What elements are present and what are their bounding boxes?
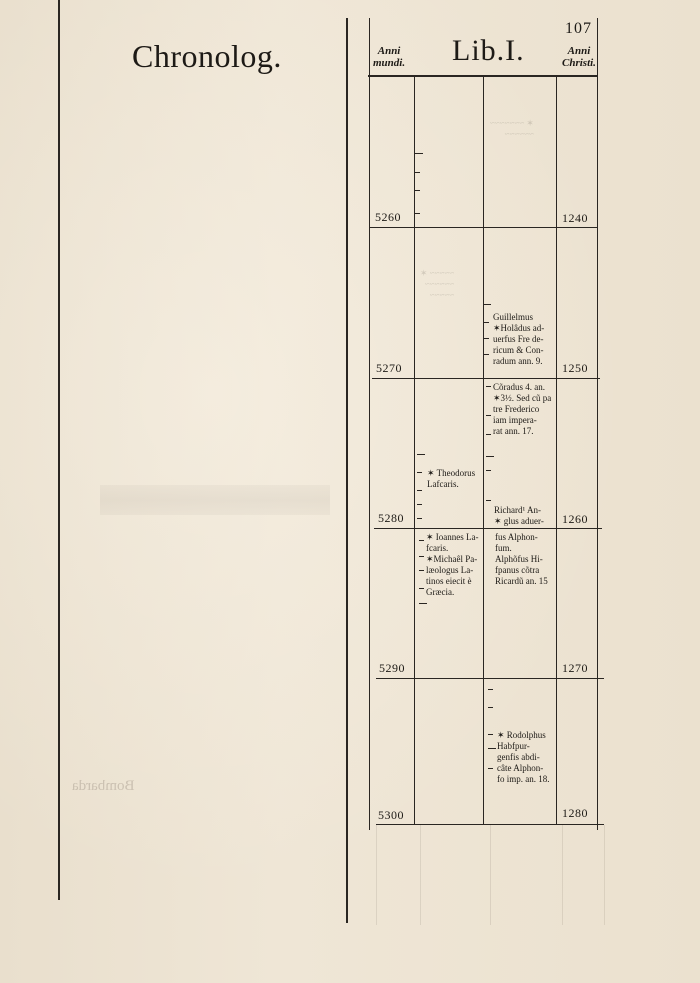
- year-tick: [486, 386, 491, 387]
- year-tick: [484, 322, 489, 323]
- show-through-band: [100, 485, 330, 515]
- faint-column-line: [562, 825, 563, 925]
- anno-mundi: 5280: [378, 511, 404, 525]
- col-header-anni-christi: Anni Christi.: [562, 45, 596, 69]
- page-number: 107: [565, 20, 592, 37]
- year-tick: [488, 748, 496, 749]
- row-rule: [370, 227, 598, 228]
- year-tick: [415, 213, 420, 214]
- year-tick: [419, 540, 424, 541]
- year-tick: [419, 570, 424, 571]
- col-divider-2: [483, 77, 484, 825]
- year-tick: [415, 172, 420, 173]
- year-tick: [419, 588, 424, 589]
- year-tick: [417, 454, 425, 455]
- year-tick: [486, 470, 491, 471]
- year-tick: [486, 434, 491, 435]
- entry-guillelmus: Guillelmus ✶Holâdus ad- uerfus Fre de- ricum & Con- radum ann. 9.: [493, 312, 545, 366]
- anno-christi: 1260: [562, 512, 588, 526]
- anno-christi: 1280: [562, 806, 588, 820]
- anno-mundi: 5260: [375, 210, 401, 224]
- year-tick: [488, 689, 493, 690]
- show-through-text: ✶ ~~~~~~~ ~~~~~~: [490, 118, 534, 139]
- entry-ioannes: ✶ Ioannes La- fcaris. ✶Michaêl Pa- læologus La- tinos eiecit è Græcia.: [426, 532, 479, 597]
- entry-richardus: Richard¹ An- ✶ glus aduer-: [494, 505, 544, 526]
- year-tick: [419, 603, 427, 604]
- book-label: Lib.I.: [452, 34, 525, 67]
- entry-alphonsus: fus Alphon- fum. Alphõfus Hi- fpanus cõtra Ricardũ an. 15: [495, 532, 548, 586]
- anno-christi: 1240: [562, 211, 588, 225]
- row-rule: [376, 678, 604, 679]
- entry-conradus: Cõradus 4. an. ✶3½. Sed cũ pa tre Frederico iam impera- rat ann. 17.: [493, 382, 552, 436]
- gutter-rule: [346, 18, 348, 923]
- anno-christi: 1250: [562, 361, 588, 375]
- table-left-border: [369, 18, 370, 830]
- year-tick: [488, 707, 493, 708]
- faint-column-line: [490, 825, 491, 925]
- row-rule: [376, 824, 604, 825]
- year-tick: [486, 415, 491, 416]
- year-tick: [415, 153, 423, 154]
- entry-rodolphus: ✶ Rodolphus Habfpur- genfis abdi- câte Alphon- fo imp. an. 18.: [497, 730, 550, 784]
- year-tick: [484, 304, 491, 305]
- year-tick: [415, 190, 420, 191]
- year-tick: [417, 472, 422, 473]
- anno-mundi: 5300: [378, 808, 404, 822]
- faint-column-line: [604, 825, 605, 925]
- table-right-border: [597, 18, 598, 830]
- faint-column-line: [376, 825, 377, 925]
- year-tick: [486, 500, 491, 501]
- faint-column-line: [420, 825, 421, 925]
- col-divider-3: [556, 77, 557, 825]
- year-tick: [484, 338, 489, 339]
- col-header-anni-mundi: Anni mundi.: [373, 45, 406, 69]
- left-margin-rule: [58, 0, 60, 900]
- entry-theodorus: ✶ Theodorus Lafcaris.: [427, 468, 476, 489]
- year-tick: [488, 734, 493, 735]
- year-tick: [419, 556, 424, 557]
- anno-christi: 1270: [562, 661, 588, 675]
- row-rule: [374, 528, 602, 529]
- year-tick: [486, 456, 494, 457]
- year-tick: [484, 354, 489, 355]
- year-tick: [417, 504, 422, 505]
- anno-mundi: 5270: [376, 361, 402, 375]
- year-tick: [417, 518, 422, 519]
- row-rule: [372, 378, 600, 379]
- year-tick: [488, 768, 493, 769]
- bleed-through-text: Bombarda: [72, 778, 135, 794]
- year-tick: [417, 490, 422, 491]
- show-through-text: ~~~~~ ✶ ~~~~~~ ~~~~~: [420, 268, 455, 300]
- anno-mundi: 5290: [379, 661, 405, 675]
- running-title: Chronolog.: [132, 38, 282, 74]
